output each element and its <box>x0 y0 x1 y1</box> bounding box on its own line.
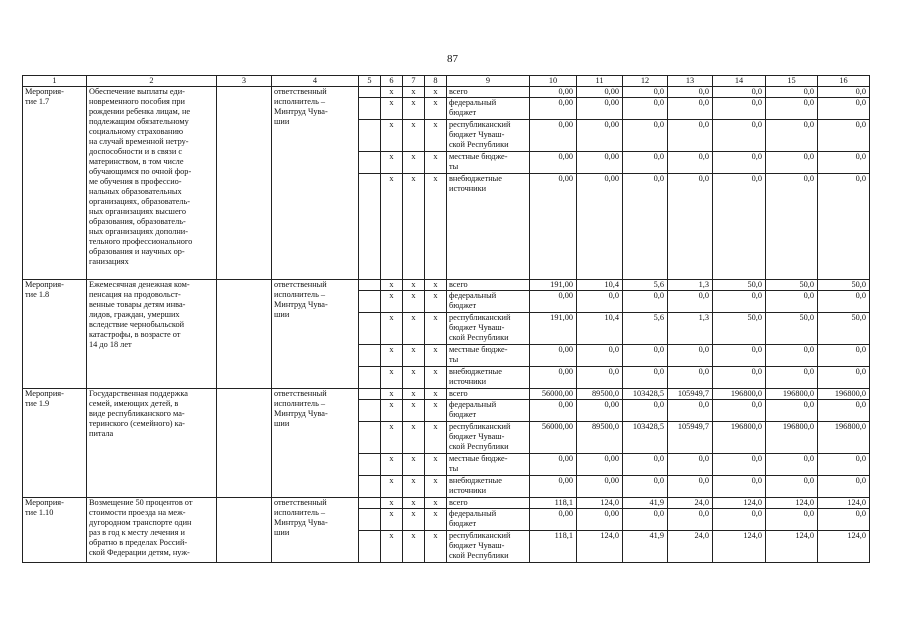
funding-value: 0,0 <box>713 291 766 313</box>
empty-cell-col5 <box>359 98 381 120</box>
funding-value: 0,0 <box>713 367 766 389</box>
funding-value: 0,00 <box>530 98 577 120</box>
funding-value: 24,0 <box>668 498 713 509</box>
x-mark: x <box>425 120 447 152</box>
x-mark: x <box>425 498 447 509</box>
x-mark: x <box>403 531 425 563</box>
funding-value: 196800,0 <box>818 389 870 400</box>
x-mark: x <box>381 509 403 531</box>
empty-cell-col3 <box>217 389 272 498</box>
x-mark: x <box>425 509 447 531</box>
funding-value: 0,0 <box>668 174 713 280</box>
funding-value: 0,0 <box>818 454 870 476</box>
table-row <box>23 280 870 291</box>
funding-value: 0,0 <box>766 152 818 174</box>
x-mark: x <box>381 120 403 152</box>
funding-source: внебюджетные источники <box>447 476 530 498</box>
funding-value: 103428,5 <box>623 389 668 400</box>
empty-cell-col5 <box>359 152 381 174</box>
funding-source: всего <box>447 498 530 509</box>
empty-cell-col5 <box>359 367 381 389</box>
empty-cell-col5 <box>359 87 381 98</box>
x-mark: x <box>425 345 447 367</box>
column-header: 16 <box>818 76 870 87</box>
funding-value: 24,0 <box>668 531 713 563</box>
funding-value: 0,0 <box>623 87 668 98</box>
empty-cell-col5 <box>359 345 381 367</box>
funding-value: 0,0 <box>818 120 870 152</box>
funding-value: 0,0 <box>623 454 668 476</box>
funding-value: 0,0 <box>623 476 668 498</box>
funding-source: местные бюдже- ты <box>447 454 530 476</box>
activity-name: Ежемесячная денежная ком- пенсация на продовольст- венные товары детям инва- лидов, граждан, умерших вследствие чернобыльской катастрофы, в возрасте от 14 до 18 лет <box>87 280 217 389</box>
funding-value: 0,0 <box>713 120 766 152</box>
funding-source: федеральный бюджет <box>447 98 530 120</box>
x-mark: x <box>403 280 425 291</box>
budget-table <box>22 75 870 563</box>
funding-value: 0,00 <box>530 174 577 280</box>
funding-value: 0,0 <box>818 174 870 280</box>
x-mark: x <box>403 400 425 422</box>
funding-value: 0,0 <box>623 152 668 174</box>
funding-value: 118,1 <box>530 531 577 563</box>
x-mark: x <box>381 498 403 509</box>
column-header: 15 <box>766 76 818 87</box>
funding-value: 191,00 <box>530 280 577 291</box>
x-mark: x <box>403 174 425 280</box>
funding-source: местные бюдже- ты <box>447 345 530 367</box>
column-header: 5 <box>359 76 381 87</box>
x-mark: x <box>381 367 403 389</box>
x-mark: x <box>403 120 425 152</box>
funding-value: 0,0 <box>577 291 623 313</box>
funding-value: 0,0 <box>766 291 818 313</box>
funding-value: 0,0 <box>713 400 766 422</box>
x-mark: x <box>403 389 425 400</box>
column-header: 6 <box>381 76 403 87</box>
activity-code: Мероприя- тие 1.8 <box>23 280 87 389</box>
funding-value: 0,00 <box>530 87 577 98</box>
funding-value: 50,0 <box>818 280 870 291</box>
funding-value: 0,0 <box>668 345 713 367</box>
x-mark: x <box>425 87 447 98</box>
empty-cell-col5 <box>359 313 381 345</box>
x-mark: x <box>403 509 425 531</box>
funding-value: 124,0 <box>766 498 818 509</box>
funding-value: 0,0 <box>668 509 713 531</box>
activity-name: Государственная поддержка семей, имеющих детей, в виде республиканского ма- теринского (семейного) ка- питала <box>87 389 217 498</box>
funding-value: 0,0 <box>668 454 713 476</box>
column-header: 14 <box>713 76 766 87</box>
activity-code: Мероприя- тие 1.9 <box>23 389 87 498</box>
funding-source: республиканский бюджет Чуваш- ской Республики <box>447 313 530 345</box>
funding-value: 0,00 <box>577 509 623 531</box>
x-mark: x <box>381 454 403 476</box>
empty-cell-col5 <box>359 422 381 454</box>
x-mark: x <box>403 367 425 389</box>
funding-value: 196800,0 <box>713 389 766 400</box>
responsible-executor: ответственный исполнитель – Минтруд Чува- шии <box>272 389 359 498</box>
funding-value: 0,0 <box>713 98 766 120</box>
funding-value: 10,4 <box>577 313 623 345</box>
funding-value: 0,0 <box>668 87 713 98</box>
x-mark: x <box>381 174 403 280</box>
funding-value: 0,00 <box>530 120 577 152</box>
funding-value: 0,0 <box>668 367 713 389</box>
funding-value: 0,0 <box>713 174 766 280</box>
empty-cell-col3 <box>217 280 272 389</box>
funding-value: 0,0 <box>818 291 870 313</box>
funding-source: республиканский бюджет Чуваш- ской Республики <box>447 531 530 563</box>
funding-value: 124,0 <box>818 498 870 509</box>
column-header: 10 <box>530 76 577 87</box>
empty-cell-col5 <box>359 498 381 509</box>
funding-value: 0,0 <box>766 345 818 367</box>
funding-source: всего <box>447 87 530 98</box>
funding-value: 105949,7 <box>668 422 713 454</box>
funding-value: 0,0 <box>818 87 870 98</box>
funding-value: 50,0 <box>713 280 766 291</box>
x-mark: x <box>381 389 403 400</box>
column-header: 8 <box>425 76 447 87</box>
funding-value: 0,0 <box>623 345 668 367</box>
column-header: 13 <box>668 76 713 87</box>
x-mark: x <box>403 454 425 476</box>
funding-value: 0,00 <box>577 400 623 422</box>
funding-value: 0,0 <box>623 98 668 120</box>
funding-value: 0,00 <box>577 87 623 98</box>
column-header: 1 <box>23 76 87 87</box>
x-mark: x <box>381 400 403 422</box>
column-header: 12 <box>623 76 668 87</box>
funding-value: 0,0 <box>713 152 766 174</box>
funding-value: 124,0 <box>713 531 766 563</box>
funding-source: федеральный бюджет <box>447 509 530 531</box>
funding-value: 0,0 <box>623 367 668 389</box>
funding-value: 0,0 <box>713 509 766 531</box>
x-mark: x <box>425 291 447 313</box>
x-mark: x <box>425 389 447 400</box>
x-mark: x <box>425 454 447 476</box>
funding-value: 0,0 <box>766 367 818 389</box>
x-mark: x <box>425 367 447 389</box>
funding-value: 0,0 <box>623 509 668 531</box>
empty-cell-col5 <box>359 389 381 400</box>
column-header: 11 <box>577 76 623 87</box>
funding-value: 0,0 <box>713 454 766 476</box>
funding-value: 0,0 <box>766 509 818 531</box>
empty-cell-col5 <box>359 120 381 152</box>
x-mark: x <box>425 98 447 120</box>
funding-source: всего <box>447 389 530 400</box>
x-mark: x <box>403 291 425 313</box>
funding-value: 124,0 <box>713 498 766 509</box>
x-mark: x <box>403 152 425 174</box>
x-mark: x <box>403 476 425 498</box>
empty-cell-col5 <box>359 531 381 563</box>
funding-value: 0,00 <box>530 400 577 422</box>
funding-value: 0,00 <box>530 367 577 389</box>
x-mark: x <box>425 422 447 454</box>
table-body <box>23 87 870 563</box>
column-header: 9 <box>447 76 530 87</box>
funding-value: 124,0 <box>577 531 623 563</box>
funding-value: 0,0 <box>668 476 713 498</box>
funding-value: 0,0 <box>623 120 668 152</box>
funding-value: 0,0 <box>818 152 870 174</box>
funding-value: 41,9 <box>623 498 668 509</box>
x-mark: x <box>425 174 447 280</box>
funding-value: 103428,5 <box>623 422 668 454</box>
activity-code: Мероприя- тие 1.7 <box>23 87 87 280</box>
responsible-executor: ответственный исполнитель – Минтруд Чува- шии <box>272 87 359 280</box>
x-mark: x <box>381 345 403 367</box>
x-mark: x <box>425 531 447 563</box>
funding-value: 0,0 <box>818 400 870 422</box>
column-header: 4 <box>272 76 359 87</box>
x-mark: x <box>381 152 403 174</box>
funding-value: 50,0 <box>818 313 870 345</box>
funding-source: внебюджетные источники <box>447 174 530 280</box>
funding-value: 124,0 <box>766 531 818 563</box>
funding-value: 1,3 <box>668 313 713 345</box>
funding-value: 0,0 <box>766 174 818 280</box>
funding-value: 124,0 <box>577 498 623 509</box>
funding-value: 0,0 <box>766 454 818 476</box>
responsible-executor: ответственный исполнитель – Минтруд Чува- шии <box>272 280 359 389</box>
table-row <box>23 389 870 400</box>
funding-value: 0,00 <box>530 509 577 531</box>
funding-value: 0,0 <box>766 87 818 98</box>
x-mark: x <box>381 291 403 313</box>
funding-value: 105949,7 <box>668 389 713 400</box>
funding-source: федеральный бюджет <box>447 400 530 422</box>
funding-value: 0,0 <box>766 476 818 498</box>
funding-value: 0,0 <box>818 98 870 120</box>
empty-cell-col3 <box>217 498 272 563</box>
funding-value: 0,0 <box>713 345 766 367</box>
empty-cell-col5 <box>359 509 381 531</box>
funding-value: 124,0 <box>818 531 870 563</box>
funding-source: республиканский бюджет Чуваш- ской Республики <box>447 120 530 152</box>
funding-value: 0,00 <box>577 476 623 498</box>
x-mark: x <box>381 313 403 345</box>
funding-value: 50,0 <box>766 280 818 291</box>
funding-value: 41,9 <box>623 531 668 563</box>
column-header: 3 <box>217 76 272 87</box>
activity-code: Мероприя- тие 1.10 <box>23 498 87 563</box>
funding-value: 5,6 <box>623 313 668 345</box>
x-mark: x <box>381 531 403 563</box>
x-mark: x <box>381 280 403 291</box>
table-row <box>23 498 870 509</box>
empty-cell-col5 <box>359 400 381 422</box>
funding-value: 56000,00 <box>530 422 577 454</box>
funding-value: 0,00 <box>577 152 623 174</box>
x-mark: x <box>425 280 447 291</box>
funding-value: 196800,0 <box>766 422 818 454</box>
funding-value: 0,0 <box>818 345 870 367</box>
funding-value: 0,00 <box>530 476 577 498</box>
funding-value: 89500,0 <box>577 389 623 400</box>
x-mark: x <box>425 313 447 345</box>
funding-value: 50,0 <box>766 313 818 345</box>
x-mark: x <box>381 422 403 454</box>
funding-value: 0,0 <box>766 120 818 152</box>
page-number: 87 <box>447 53 458 65</box>
funding-value: 0,00 <box>530 345 577 367</box>
funding-value: 0,0 <box>623 291 668 313</box>
header-row <box>23 76 870 87</box>
funding-value: 0,00 <box>530 291 577 313</box>
funding-value: 89500,0 <box>577 422 623 454</box>
x-mark: x <box>403 313 425 345</box>
x-mark: x <box>425 400 447 422</box>
funding-value: 0,0 <box>766 400 818 422</box>
funding-value: 0,0 <box>577 367 623 389</box>
funding-value: 191,00 <box>530 313 577 345</box>
funding-source: республиканский бюджет Чуваш- ской Республики <box>447 422 530 454</box>
funding-value: 0,00 <box>577 98 623 120</box>
funding-source: всего <box>447 280 530 291</box>
funding-value: 0,0 <box>818 367 870 389</box>
funding-value: 0,0 <box>668 291 713 313</box>
column-header: 7 <box>403 76 425 87</box>
empty-cell-col5 <box>359 291 381 313</box>
x-mark: x <box>403 345 425 367</box>
activity-name: Обеспечение выплаты еди- новременного пособия при рождении ребенка лицам, не подлежащим обязательному социальному страхованию на случай временной нетру- доспособности и в связи с материнством, в том числе обучающимся по очной фор- ме обучения в профессио- нальных образовательных организациях, образователь- ных организациях высшего образования, образователь- ных организациях дополни- тельного профессионального образования и научных ор- ганизациях <box>87 87 217 280</box>
funding-source: федеральный бюджет <box>447 291 530 313</box>
x-mark: x <box>381 87 403 98</box>
x-mark: x <box>425 152 447 174</box>
funding-value: 196800,0 <box>818 422 870 454</box>
column-header: 2 <box>87 76 217 87</box>
x-mark: x <box>381 98 403 120</box>
funding-value: 56000,00 <box>530 389 577 400</box>
empty-cell-col5 <box>359 476 381 498</box>
funding-value: 0,0 <box>668 98 713 120</box>
empty-cell-col5 <box>359 454 381 476</box>
funding-value: 0,0 <box>623 400 668 422</box>
funding-value: 0,0 <box>713 87 766 98</box>
funding-value: 0,0 <box>623 174 668 280</box>
funding-source: местные бюдже- ты <box>447 152 530 174</box>
funding-value: 0,0 <box>818 476 870 498</box>
funding-value: 50,0 <box>713 313 766 345</box>
funding-value: 0,00 <box>577 120 623 152</box>
funding-value: 10,4 <box>577 280 623 291</box>
funding-value: 0,0 <box>818 509 870 531</box>
responsible-executor: ответственный исполнитель – Минтруд Чува- шии <box>272 498 359 563</box>
table-row <box>23 87 870 98</box>
x-mark: x <box>381 476 403 498</box>
x-mark: x <box>403 98 425 120</box>
funding-value: 0,0 <box>577 345 623 367</box>
funding-value: 0,0 <box>668 120 713 152</box>
x-mark: x <box>403 422 425 454</box>
empty-cell-col5 <box>359 280 381 291</box>
funding-value: 0,0 <box>668 400 713 422</box>
empty-cell-col5 <box>359 174 381 280</box>
funding-value: 0,0 <box>668 152 713 174</box>
funding-value: 118,1 <box>530 498 577 509</box>
funding-source: внебюджетные источники <box>447 367 530 389</box>
funding-value: 196800,0 <box>713 422 766 454</box>
funding-value: 0,00 <box>530 454 577 476</box>
funding-value: 0,00 <box>577 454 623 476</box>
funding-value: 196800,0 <box>766 389 818 400</box>
funding-value: 0,0 <box>713 476 766 498</box>
funding-value: 0,0 <box>766 98 818 120</box>
x-mark: x <box>425 476 447 498</box>
activity-name: Возмещение 50 процентов от стоимости проезда на меж- дугородном транспорте один раз в год к месту лечения и обратно в пределах Россий- ской Федерации детям, нуж- <box>87 498 217 563</box>
funding-value: 5,6 <box>623 280 668 291</box>
x-mark: x <box>403 87 425 98</box>
funding-value: 1,3 <box>668 280 713 291</box>
funding-value: 0,00 <box>530 152 577 174</box>
empty-cell-col3 <box>217 87 272 280</box>
x-mark: x <box>403 498 425 509</box>
funding-value: 0,00 <box>577 174 623 280</box>
